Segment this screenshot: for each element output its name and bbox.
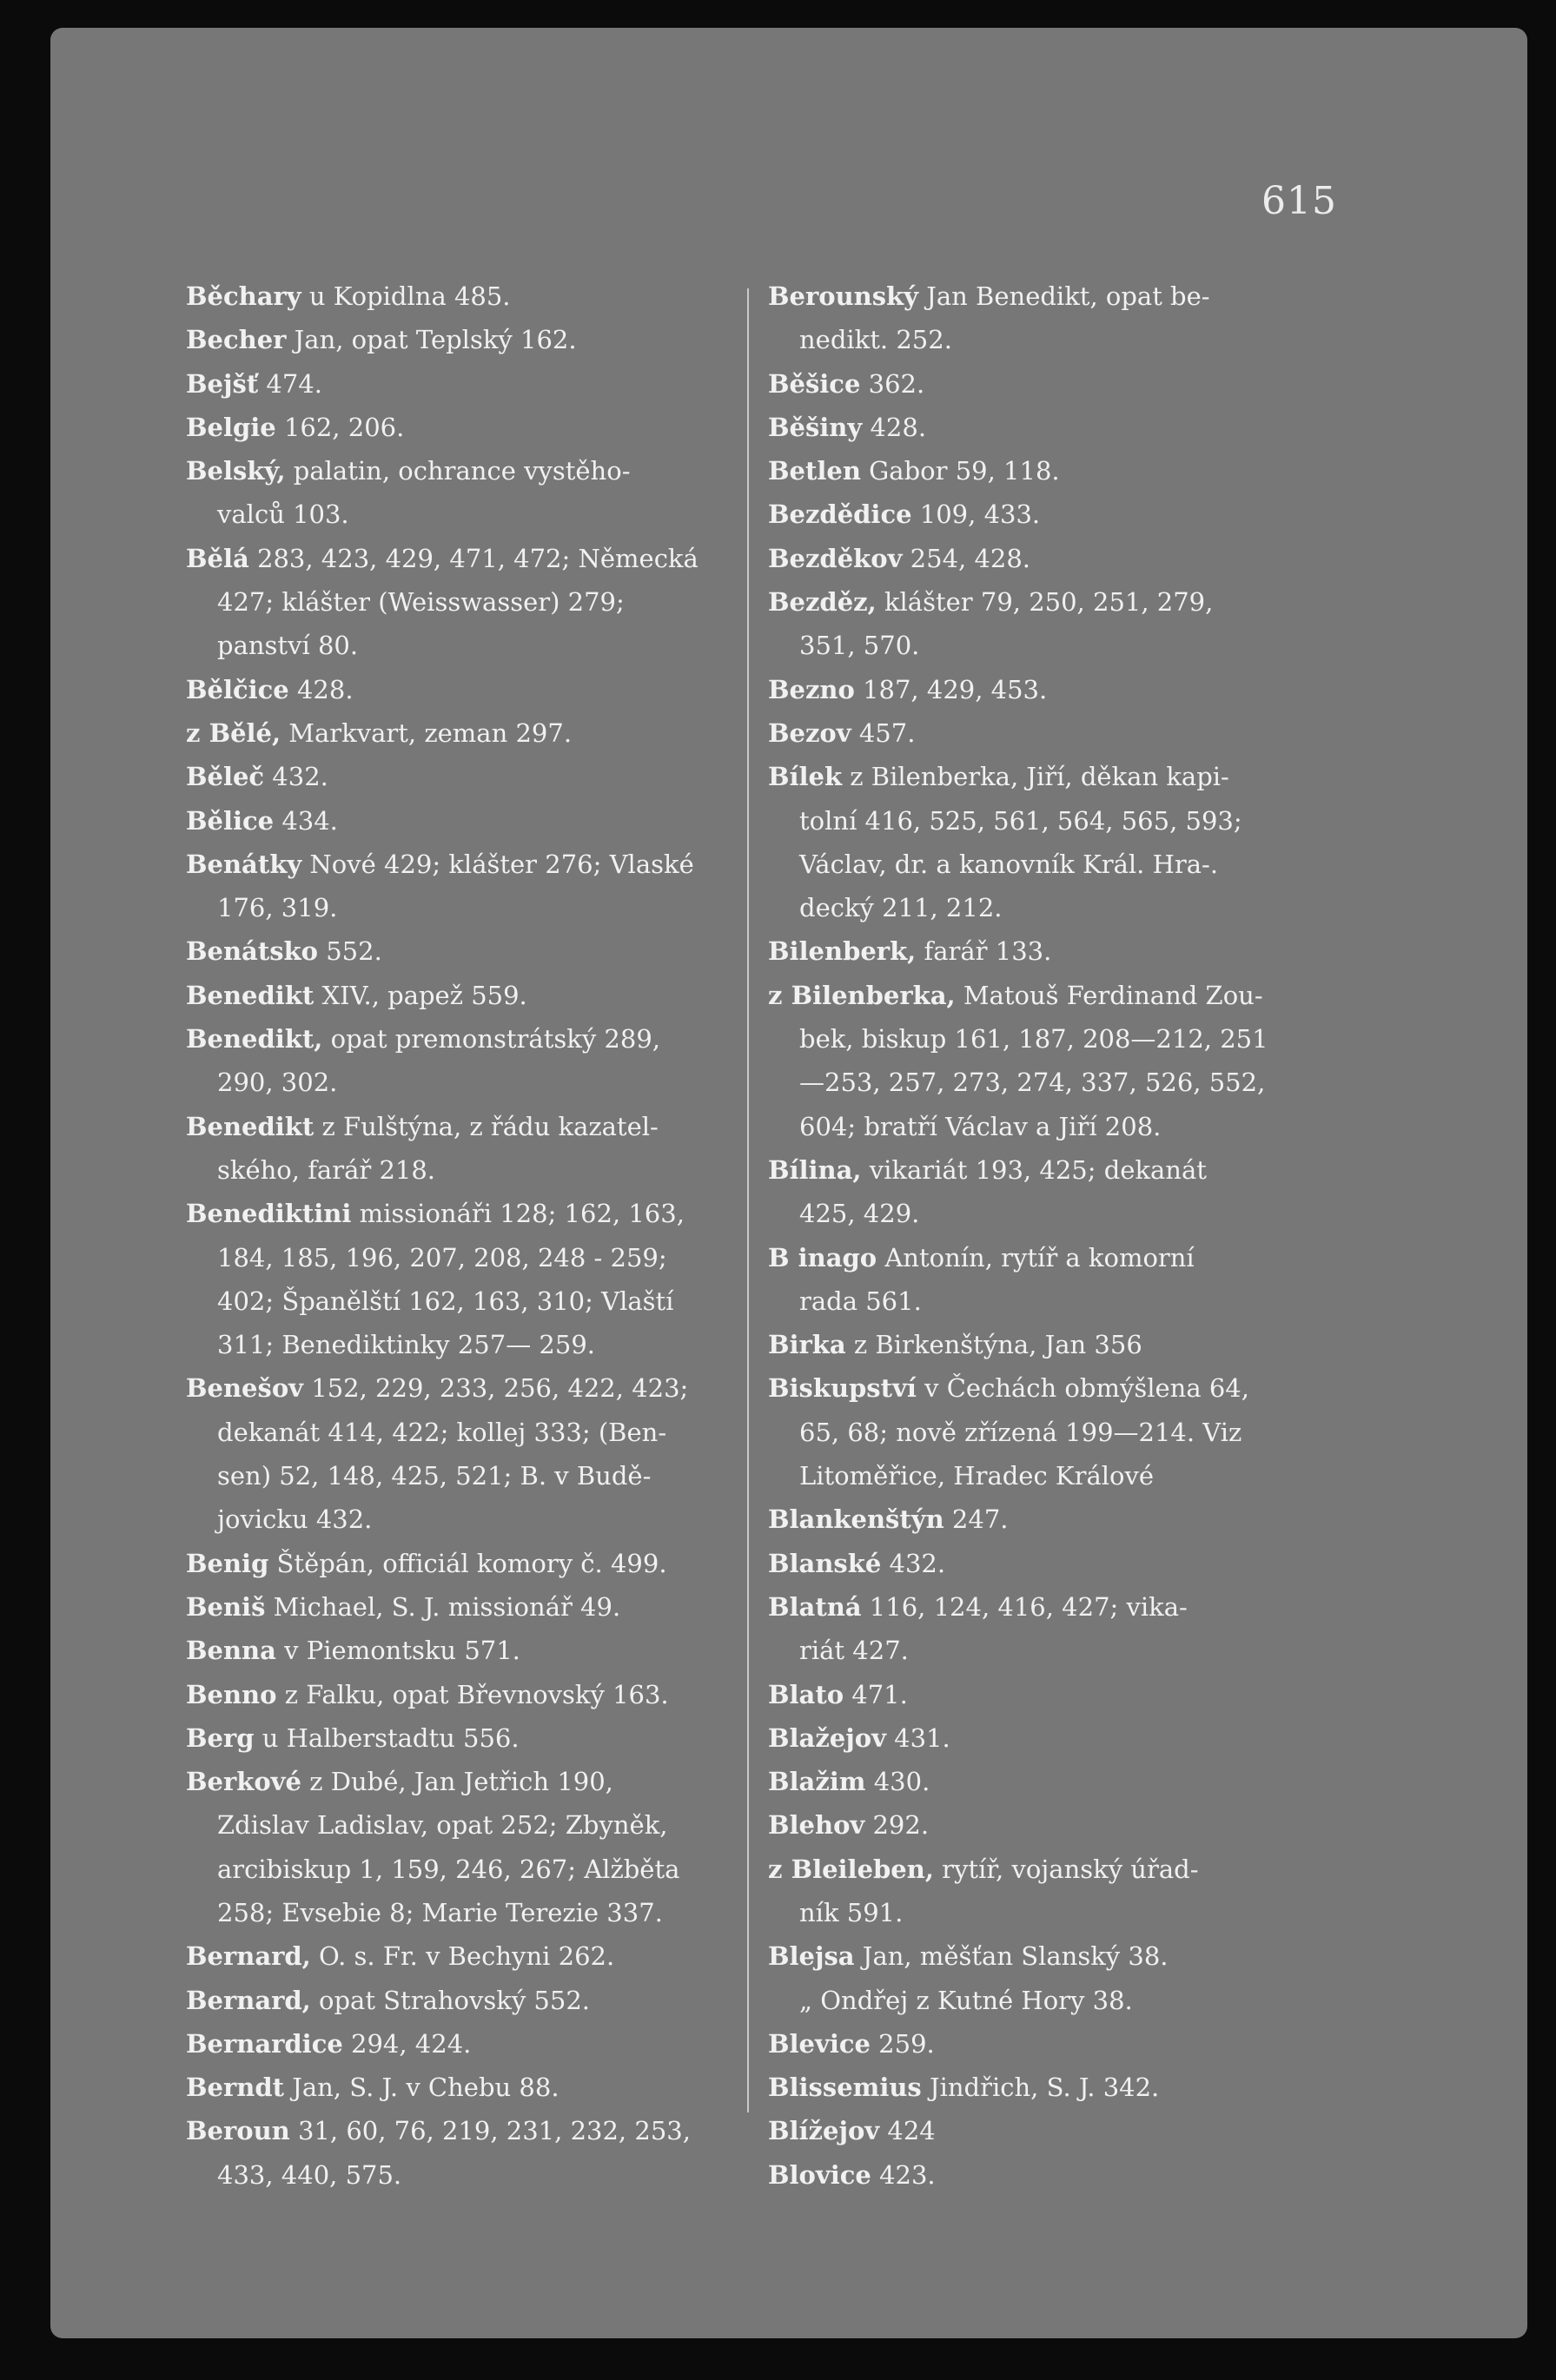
index-line (768, 1323, 1341, 1366)
index-text: 457. (851, 717, 916, 748)
index-headword: Bilenberk, (768, 936, 917, 967)
index-text: 604; bratří Václav a Jiří 208. (799, 1111, 1162, 1141)
index-text: 152, 229, 233, 256, 422, 423; (303, 1373, 689, 1404)
index-text: Jan, měšťan Slanský 38. (854, 1941, 1169, 1972)
index-line (768, 1236, 1341, 1279)
index-text: 283, 423, 429, 471, 472; Německá (248, 543, 699, 573)
index-headword: Beroun (186, 2116, 290, 2146)
index-text: palatin, ochrance vystěho- (285, 456, 631, 486)
index-headword: z Bělé, (186, 717, 281, 748)
index-text: 434. (274, 805, 338, 836)
index-line (186, 1497, 794, 1541)
index-headword: Bernard, (186, 1941, 311, 1972)
index-line (768, 1629, 1341, 1672)
index-text: Michael, S. J. missionář 49. (265, 1591, 621, 1622)
index-text: 425, 429. (799, 1199, 920, 1229)
index-text: rytíř, vojanský úřad- (933, 1854, 1199, 1884)
index-text: 432. (264, 762, 328, 792)
index-line (768, 274, 1341, 318)
index-text: 176, 319. (217, 893, 338, 923)
index-line (186, 1891, 794, 1934)
index-headword: Bezno (768, 674, 855, 704)
index-line (186, 1192, 794, 1235)
index-line (186, 974, 794, 1017)
index-text: 351, 570. (799, 631, 920, 661)
index-text: 432. (881, 1548, 946, 1578)
index-line (768, 668, 1341, 711)
index-text: bek, biskup 161, 187, 208—212, 251 (799, 1024, 1268, 1054)
index-text: 184, 185, 196, 207, 208, 248 - 259; (217, 1242, 667, 1273)
index-line (768, 1497, 1341, 1541)
index-headword: Bezov (768, 717, 851, 748)
index-text: u Kopidlna 485. (301, 281, 511, 311)
index-line (768, 886, 1341, 929)
index-text: klášter 79, 250, 251, 279, (876, 587, 1214, 618)
index-text: 254, 428. (902, 543, 1031, 573)
index-line (768, 1148, 1341, 1192)
index-text: v Piemontsku 571. (275, 1636, 520, 1666)
index-text: rada 561. (799, 1286, 922, 1316)
index-line (186, 1366, 794, 1410)
index-line (186, 929, 794, 973)
index-headword: Bejšť (186, 368, 259, 399)
index-line (768, 1891, 1341, 1934)
index-headword: Berndt (186, 2073, 284, 2103)
index-line (768, 537, 1341, 580)
index-headword: Běchary (186, 281, 301, 311)
index-headword: Benedikt (186, 1111, 315, 1141)
index-line (768, 1803, 1341, 1847)
index-text: 65, 68; nově zřízená 199—214. Viz (799, 1417, 1242, 1447)
index-text: Markvart, zeman 297. (281, 717, 573, 748)
index-line (186, 1934, 794, 1978)
index-line (186, 2066, 794, 2109)
index-line (768, 755, 1341, 798)
index-line (768, 1061, 1341, 1104)
index-line (768, 1279, 1341, 1323)
index-headword: Belgie (186, 412, 276, 442)
index-line (768, 929, 1341, 973)
index-text: 294, 424. (342, 2028, 472, 2059)
index-text: 471. (844, 1679, 908, 1709)
index-text: —253, 257, 273, 274, 337, 526, 552, (799, 1068, 1266, 1098)
index-headword: Bezděz, (768, 587, 877, 618)
index-text: 162, 206. (275, 412, 405, 442)
index-headword: Biskupství (768, 1373, 917, 1404)
index-text: 431. (885, 1722, 950, 1753)
index-line (186, 1760, 794, 1803)
index-line (768, 1366, 1341, 1410)
index-line (186, 274, 794, 318)
index-line (768, 362, 1341, 406)
index-headword: Blovice (768, 2159, 871, 2190)
index-headword: Blankenštýn (768, 1504, 944, 1535)
index-text: 428. (862, 412, 927, 442)
index-line (768, 1017, 1341, 1061)
index-headword: Blevice (768, 2028, 871, 2059)
index-text: 428. (288, 674, 354, 704)
index-text: 259. (870, 2028, 935, 2059)
index-line (186, 1148, 794, 1192)
index-text: 402; Španělští 162, 163, 310; Vlaští (217, 1286, 674, 1316)
index-line (186, 1236, 794, 1279)
index-headword: Bernard, (186, 1985, 311, 2015)
index-text: dekanát 414, 422; kollej 333; (Ben- (217, 1417, 667, 1447)
index-line (768, 1192, 1341, 1235)
index-line (186, 1454, 794, 1497)
index-line (768, 843, 1341, 886)
index-line (768, 1673, 1341, 1716)
index-text: arcibiskup 1, 159, 246, 267; Alžběta (217, 1854, 680, 1884)
index-line (768, 1934, 1341, 1978)
index-line (768, 1848, 1341, 1891)
index-line (186, 1803, 794, 1847)
index-line (186, 1979, 794, 2022)
index-text: O. s. Fr. v Bechyni 262. (310, 1941, 615, 1972)
index-text: XIV., papež 559. (314, 980, 527, 1010)
index-headword: Bělice (186, 805, 275, 836)
index-line (186, 799, 794, 843)
index-headword: Belský, (186, 456, 286, 486)
index-headword: Beniš (186, 1591, 266, 1622)
index-text: sen) 52, 148, 425, 521; B. v Budě- (217, 1461, 652, 1491)
index-text: 427; klášter (Weisswasser) 279; (217, 587, 625, 618)
index-text: Antonín, rytíř a komorní (877, 1242, 1195, 1273)
index-line (186, 1411, 794, 1454)
index-column-right (768, 274, 1341, 2197)
index-text: 362. (860, 368, 925, 399)
index-text: vikariát 193, 425; dekanát (861, 1154, 1207, 1185)
index-headword: Berg (186, 1722, 255, 1753)
index-text: ník 591. (799, 1897, 904, 1927)
index-line (768, 449, 1341, 493)
index-line (768, 2153, 1341, 2197)
index-text: ského, farář 218. (217, 1154, 436, 1185)
index-text: Zdislav Ladislav, opat 252; Zbyněk, (217, 1810, 668, 1841)
index-line (768, 1760, 1341, 1803)
index-line (768, 2066, 1341, 2109)
index-line (186, 843, 794, 886)
index-text: z Falku, opat Břevnovský 163. (276, 1679, 669, 1709)
index-line (186, 1848, 794, 1891)
index-line (186, 1629, 794, 1672)
index-text: valců 103. (217, 499, 349, 530)
index-text: panství 80. (217, 631, 359, 661)
index-line (186, 1542, 794, 1585)
index-line (186, 318, 794, 361)
index-text: z Birkenštýna, Jan 356 (845, 1330, 1142, 1360)
index-line (186, 1279, 794, 1323)
index-line (186, 449, 794, 493)
index-headword: Bezděkov (768, 543, 903, 573)
index-line (768, 580, 1341, 624)
index-text: missionáři 128; 162, 163, (351, 1199, 685, 1229)
index-text: u Halberstadtu 556. (254, 1722, 520, 1753)
index-headword: Betlen (768, 456, 861, 486)
index-headword: Blehov (768, 1810, 865, 1841)
index-line (186, 493, 794, 536)
index-text: 423. (871, 2159, 936, 2190)
index-line (768, 1979, 1341, 2022)
index-headword: Berkové (186, 1767, 301, 1797)
index-headword: Bílina, (768, 1154, 862, 1185)
index-headword: Bílek (768, 762, 843, 792)
index-line (186, 886, 794, 929)
index-text: nedikt. 252. (799, 325, 952, 355)
index-headword: Běšice (768, 368, 861, 399)
index-headword: Becher (186, 325, 287, 355)
index-headword: Blato (768, 1679, 844, 1709)
index-line (768, 799, 1341, 843)
index-text: Štěpán, officiál komory č. 499. (268, 1548, 667, 1578)
index-headword: Benedikt (186, 980, 315, 1010)
index-line (186, 1673, 794, 1716)
index-headword: Běšiny (768, 412, 863, 442)
index-line (186, 1017, 794, 1061)
index-line (768, 1411, 1341, 1454)
index-text: z Dubé, Jan Jetřich 190, (301, 1767, 613, 1797)
index-headword: Benno (186, 1679, 277, 1709)
index-text: Litoměřice, Hradec Králové (799, 1461, 1155, 1491)
index-line (768, 1454, 1341, 1497)
index-headword: Benátsko (186, 936, 318, 967)
index-text: Jindřich, S. J. 342. (921, 2073, 1160, 2103)
index-line (768, 1716, 1341, 1760)
index-text: 552. (318, 936, 382, 967)
index-headword: Bělá (186, 543, 249, 573)
index-text: 311; Benediktinky 257— 259. (217, 1330, 595, 1360)
index-text: 187, 429, 453. (854, 674, 1048, 704)
index-text: 116, 124, 416, 427; vika- (861, 1591, 1188, 1622)
page-number: 615 (1261, 179, 1337, 223)
index-text: decký 211, 212. (799, 893, 1003, 923)
index-line (768, 2022, 1341, 2066)
index-text: 31, 60, 76, 219, 231, 232, 253, (289, 2116, 691, 2146)
index-headword: Blížejov (768, 2116, 880, 2146)
index-line (186, 1061, 794, 1104)
index-headword: Blissemius (768, 2073, 922, 2103)
index-text: 247. (944, 1504, 1009, 1535)
book-page (50, 28, 1527, 2338)
index-headword: Benátky (186, 849, 302, 879)
index-headword: Blejsa (768, 1941, 855, 1972)
index-headword: Blažim (768, 1767, 866, 1797)
index-headword: Berounský (768, 281, 919, 311)
index-headword: Bělčice (186, 674, 289, 704)
index-text: Jan, S. J. v Chebu 88. (284, 2073, 559, 2103)
index-line (186, 1105, 794, 1148)
index-text: farář 133. (916, 936, 1052, 967)
index-line (768, 1105, 1341, 1148)
index-headword: Blanské (768, 1548, 882, 1578)
index-headword: Benna (186, 1636, 276, 1666)
index-column-left (186, 274, 794, 2197)
index-text: Matouš Ferdinand Zou- (955, 980, 1263, 1010)
index-headword: B inago (768, 1242, 877, 1273)
index-text: „ Ondřej z Kutné Hory 38. (799, 1985, 1133, 2015)
index-text: opat premonstrátský 289, (322, 1024, 660, 1054)
index-text: 292. (864, 1810, 930, 1841)
index-text: 430. (865, 1767, 930, 1797)
index-headword: Blatná (768, 1591, 862, 1622)
index-text: Gabor 59, 118. (860, 456, 1060, 486)
index-headword: Birka (768, 1330, 846, 1360)
index-line (186, 1716, 794, 1760)
index-line (768, 711, 1341, 755)
index-line (186, 755, 794, 798)
index-line (768, 974, 1341, 1017)
index-line (186, 2109, 794, 2152)
index-line (186, 624, 794, 667)
index-text: tolní 416, 525, 561, 564, 565, 593; (799, 805, 1242, 836)
index-text: 433, 440, 575. (217, 2159, 402, 2190)
index-headword: Běleč (186, 762, 265, 792)
index-line (186, 711, 794, 755)
index-text: Jan, opat Teplský 162. (286, 325, 577, 355)
index-text: v Čechách obmýšlena 64, (916, 1373, 1249, 1404)
index-text: 474. (258, 368, 322, 399)
index-headword: Benedikt, (186, 1024, 323, 1054)
index-line (768, 406, 1341, 449)
index-text: z Bilenberka, Jiří, děkan kapi- (842, 762, 1229, 792)
index-headword: Benediktini (186, 1199, 352, 1229)
index-line (768, 624, 1341, 667)
index-line (186, 1585, 794, 1629)
index-line (768, 2109, 1341, 2152)
index-text: riát 427. (799, 1636, 909, 1666)
index-line (186, 362, 794, 406)
index-headword: Benešov (186, 1373, 304, 1404)
index-headword: Benig (186, 1548, 269, 1578)
index-line (186, 580, 794, 624)
index-text: Nové 429; klášter 276; Vlaské (301, 849, 694, 879)
index-text: Václav, dr. a kanovník Král. Hra-. (799, 849, 1219, 879)
index-line (186, 1323, 794, 1366)
index-line (186, 2022, 794, 2066)
index-line (768, 1542, 1341, 1585)
index-text: Jan Benedikt, opat be- (918, 281, 1210, 311)
index-text: jovicku 432. (217, 1504, 373, 1535)
index-headword: z Bleileben, (768, 1854, 934, 1884)
index-line (768, 1585, 1341, 1629)
index-line (186, 668, 794, 711)
index-line (768, 493, 1341, 536)
index-text: 424 (879, 2116, 936, 2146)
index-headword: z Bilenberka, (768, 980, 956, 1010)
index-line (186, 2153, 794, 2197)
index-headword: Blažejov (768, 1722, 886, 1753)
index-text: 258; Evsebie 8; Marie Terezie 337. (217, 1897, 663, 1927)
index-headword: Bernardice (186, 2028, 343, 2059)
column-divider (747, 288, 749, 2112)
index-headword: Bezdědice (768, 499, 912, 530)
index-text: 290, 302. (217, 1068, 338, 1098)
index-line (768, 318, 1341, 361)
index-line (186, 406, 794, 449)
index-text: opat Strahovský 552. (310, 1985, 591, 2015)
index-text: z Fulštýna, z řádu kazatel- (314, 1111, 659, 1141)
index-line (186, 537, 794, 580)
index-text: 109, 433. (911, 499, 1041, 530)
